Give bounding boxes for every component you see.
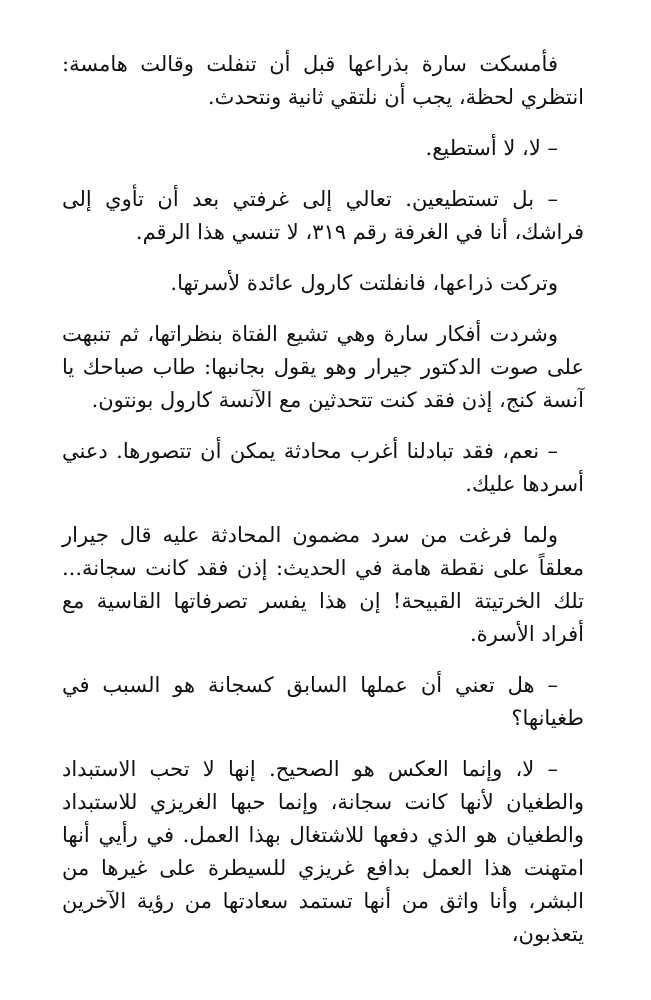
paragraph-7: ولما فرغت من سرد مضمون المحادثة عليه قال جيرار معلقاً على نقطة هامة في الحديث: إذن فقد كانت سجانة... تلك الخرتيتة القبيحة! إن هذا يفسر تصرفاتها القاسية مع أفراد الأسرة. — [62, 523, 584, 646]
paragraph-4: وتركت ذراعها، فانفلتت كارول عائدة لأسرتها. — [170, 271, 558, 295]
book-page — [62, 48, 584, 969]
paragraph-3: – بل تستطيعين. تعالي إلى غرفتي بعد أن تأوي إلى فراشك، أنا في الغرفة رقم ٣١٩، لا تنسي هذا الرقم. — [62, 187, 584, 244]
paragraph-9: – لا، وإنما العكس هو الصحيح. إنها لا تحب الاستبداد والطغيان لأنها كانت سجانة، وإنما حبها الغريزي للاستبداد والطغيان هو الذي دفعها للاشتغال بهذا العمل. في رأيي أنها امتهنت هذا العمل بدافع غريزي للسيطرة على غيرها من البشر، وأنا واثق من أنها تستمد سعادتها من رؤية الآخرين يتعذبون، — [62, 757, 584, 946]
paragraph-8: – هل تعني أن عملها السابق كسجانة هو السبب في طغيانها؟ — [62, 673, 584, 730]
paragraph-1: فأمسكت سارة بذراعها قبل أن تنفلت وقالت هامسة: انتظري لحظة، يجب أن نلتقي ثانية ونتحدث. — [62, 52, 584, 109]
paragraph-6: – نعم، فقد تبادلنا أغرب محادثة يمكن أن تتصورها. دعني أسردها عليك. — [62, 439, 584, 496]
paragraph-2: – لا، لا أستطيع. — [425, 136, 558, 160]
paragraph-5: وشردت أفكار سارة وهي تشيع الفتاة بنظراتها، ثم تنبهت على صوت الدكتور جيرار وهو يقول بجانبها: طاب صباحك يا آنسة كنج، إذن فقد كنت تتحدثين مع الآنسة كارول بونتون. — [62, 322, 584, 412]
